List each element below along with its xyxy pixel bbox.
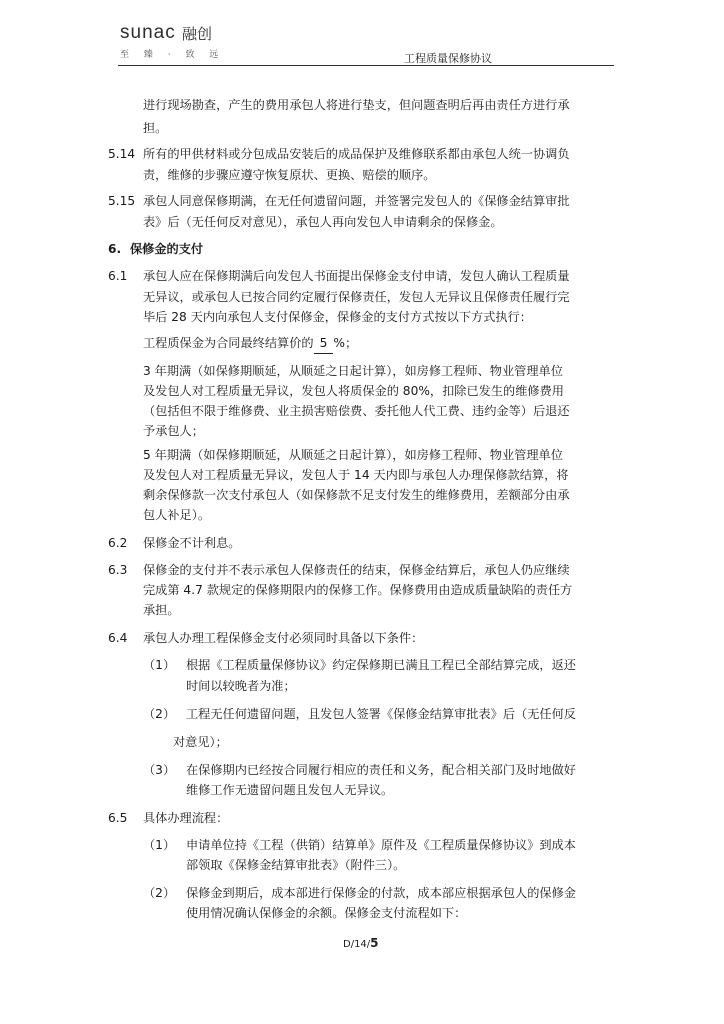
text-line: 保修金到期后，成本部进行保修金的付款，成本部应根据承包人的保修金 bbox=[186, 886, 576, 900]
text-line: 予承包人； bbox=[143, 424, 204, 438]
clause-number: 6.4 bbox=[108, 631, 128, 645]
text-line: 承包人同意保修期满，在无任何遗留问题，并签署完发包人的《保修金结算审批 bbox=[143, 194, 570, 208]
clause-number: 5.14 bbox=[108, 147, 136, 161]
item-number: （1） bbox=[143, 838, 176, 852]
logo-wordmark: sunac bbox=[120, 22, 176, 43]
text-line: 申请单位持《工程（供销）结算单》原件及《工程质量保修协议》到成本 bbox=[186, 838, 576, 852]
header-divider bbox=[118, 65, 614, 66]
retention-rate-label: 工程质保金为合同最终结算价的 bbox=[143, 336, 314, 350]
text-line: 保修金不计利息。 bbox=[143, 536, 241, 550]
text-line: 对意见）； bbox=[173, 735, 228, 749]
text-line: 根据《工程质量保修协议》约定保修期已满且工程已全部结算完成，返还 bbox=[186, 658, 576, 672]
clause-number: 6.2 bbox=[108, 536, 128, 550]
text-line: 使用情况确认保修金的余额。保修金支付流程如下： bbox=[186, 906, 467, 920]
page-number: 5 bbox=[370, 936, 379, 950]
logo-slogan: 至 臻 · 致 远 bbox=[120, 50, 225, 60]
text-line: 表》后（无任何反对意见），承包人再向发包人申请剩余的保修金。 bbox=[143, 215, 503, 229]
retention-rate-suffix: %； bbox=[333, 336, 358, 350]
text-line: 包人补足）。 bbox=[143, 508, 211, 522]
text-line: 无异议，或承包人已按合同约定履行保修责任，发包人无异议且保修责任履行完 bbox=[143, 290, 570, 304]
text-line: 承包人办理工程保修金支付必须同时具备以下条件： bbox=[143, 631, 424, 645]
text-line: 时间以较晚者为准； bbox=[186, 679, 296, 693]
text-line: 及发包人对工程质量无异议，发包人将质保金的 80%，扣除已发生的维修费用 bbox=[143, 384, 564, 398]
item-number: （1） bbox=[143, 658, 176, 672]
text-line: 承包人应在保修期满后向发包人书面提出保修金支付申请，发包人确认工程质量 bbox=[143, 269, 570, 283]
item-number: （2） bbox=[143, 886, 176, 900]
text-line: 在保修期内已经按合同履行相应的责任和义务，配合相关部门及时地做好 bbox=[186, 763, 576, 777]
clause-number: 6.5 bbox=[108, 811, 128, 825]
clause-number: 6.1 bbox=[108, 269, 128, 283]
text-line: 完成第 4.7 款规定的保修期限内的保修工作。保修费用由造成质量缺陷的责任方 bbox=[143, 583, 573, 597]
retention-rate-line bbox=[143, 334, 357, 354]
footer-prefix: D/14/ bbox=[343, 939, 371, 950]
text-line: 毕后 28 天内向承包人支付保修金，保修金的支付方式按以下方式执行： bbox=[143, 310, 532, 324]
text-line: 所有的甲供材料或分包成品安装后的成品保护及维修联系都由承包人统一协调负 bbox=[143, 147, 570, 161]
text-line: 进行现场勘查，产生的费用承包人将进行垫支，但问题查明后再由责任方进行承 bbox=[143, 98, 570, 112]
item-number: （2） bbox=[143, 707, 176, 721]
text-line: 承担。 bbox=[143, 603, 180, 617]
text-line: 5 年期满（如保修期顺延，从顺延之日起计算），如房修工程师、物业管理单位 bbox=[143, 448, 563, 462]
text-line: 部领取《保修金结算审批表》（附件三）。 bbox=[186, 858, 406, 872]
item-number: （3） bbox=[143, 763, 176, 777]
section-number: 6. bbox=[108, 242, 122, 256]
text-line: 具体办理流程： bbox=[143, 811, 229, 825]
text-line: （包括但不限于维修费、业主损害赔偿费、委托他人代工费、违约金等）后退还 bbox=[143, 404, 570, 418]
text-line: 3 年期满（如保修期顺延，从顺延之日起计算），如房修工程师、物业管理单位 bbox=[143, 364, 563, 378]
text-line: 担。 bbox=[143, 121, 168, 135]
text-line: 责，维修的步骤应遵守恢复原状、更换、赔偿的顺序。 bbox=[143, 168, 436, 182]
document-title: 工程质量保修协议 bbox=[404, 52, 492, 65]
company-logo bbox=[120, 22, 230, 60]
clause-number: 6.3 bbox=[108, 563, 128, 577]
logo-chinese: 融创 bbox=[182, 25, 213, 43]
text-line: 工程无任何遗留问题，且发包人签署《保修金结算审批表》后（无任何反 bbox=[186, 707, 576, 721]
text-line: 剩余保修款一次支付承包人（如保修款不足支付发生的维修费用，差额部分由承 bbox=[143, 488, 570, 502]
retention-rate-value: 5 bbox=[314, 334, 334, 354]
page-footer bbox=[343, 936, 379, 950]
clause-number: 5.15 bbox=[108, 194, 136, 208]
text-line: 及发包人对工程质量无异议，发包人于 14 天内即与承包人办理保修款结算，将 bbox=[143, 468, 569, 482]
text-line: 保修金的支付并不表示承包人保修责任的结束，保修金结算后，承包人仍应继续 bbox=[143, 563, 570, 577]
section-heading: 保修金的支付 bbox=[130, 242, 204, 256]
text-line: 维修工作无遗留问题且发包人无异议。 bbox=[186, 783, 394, 797]
